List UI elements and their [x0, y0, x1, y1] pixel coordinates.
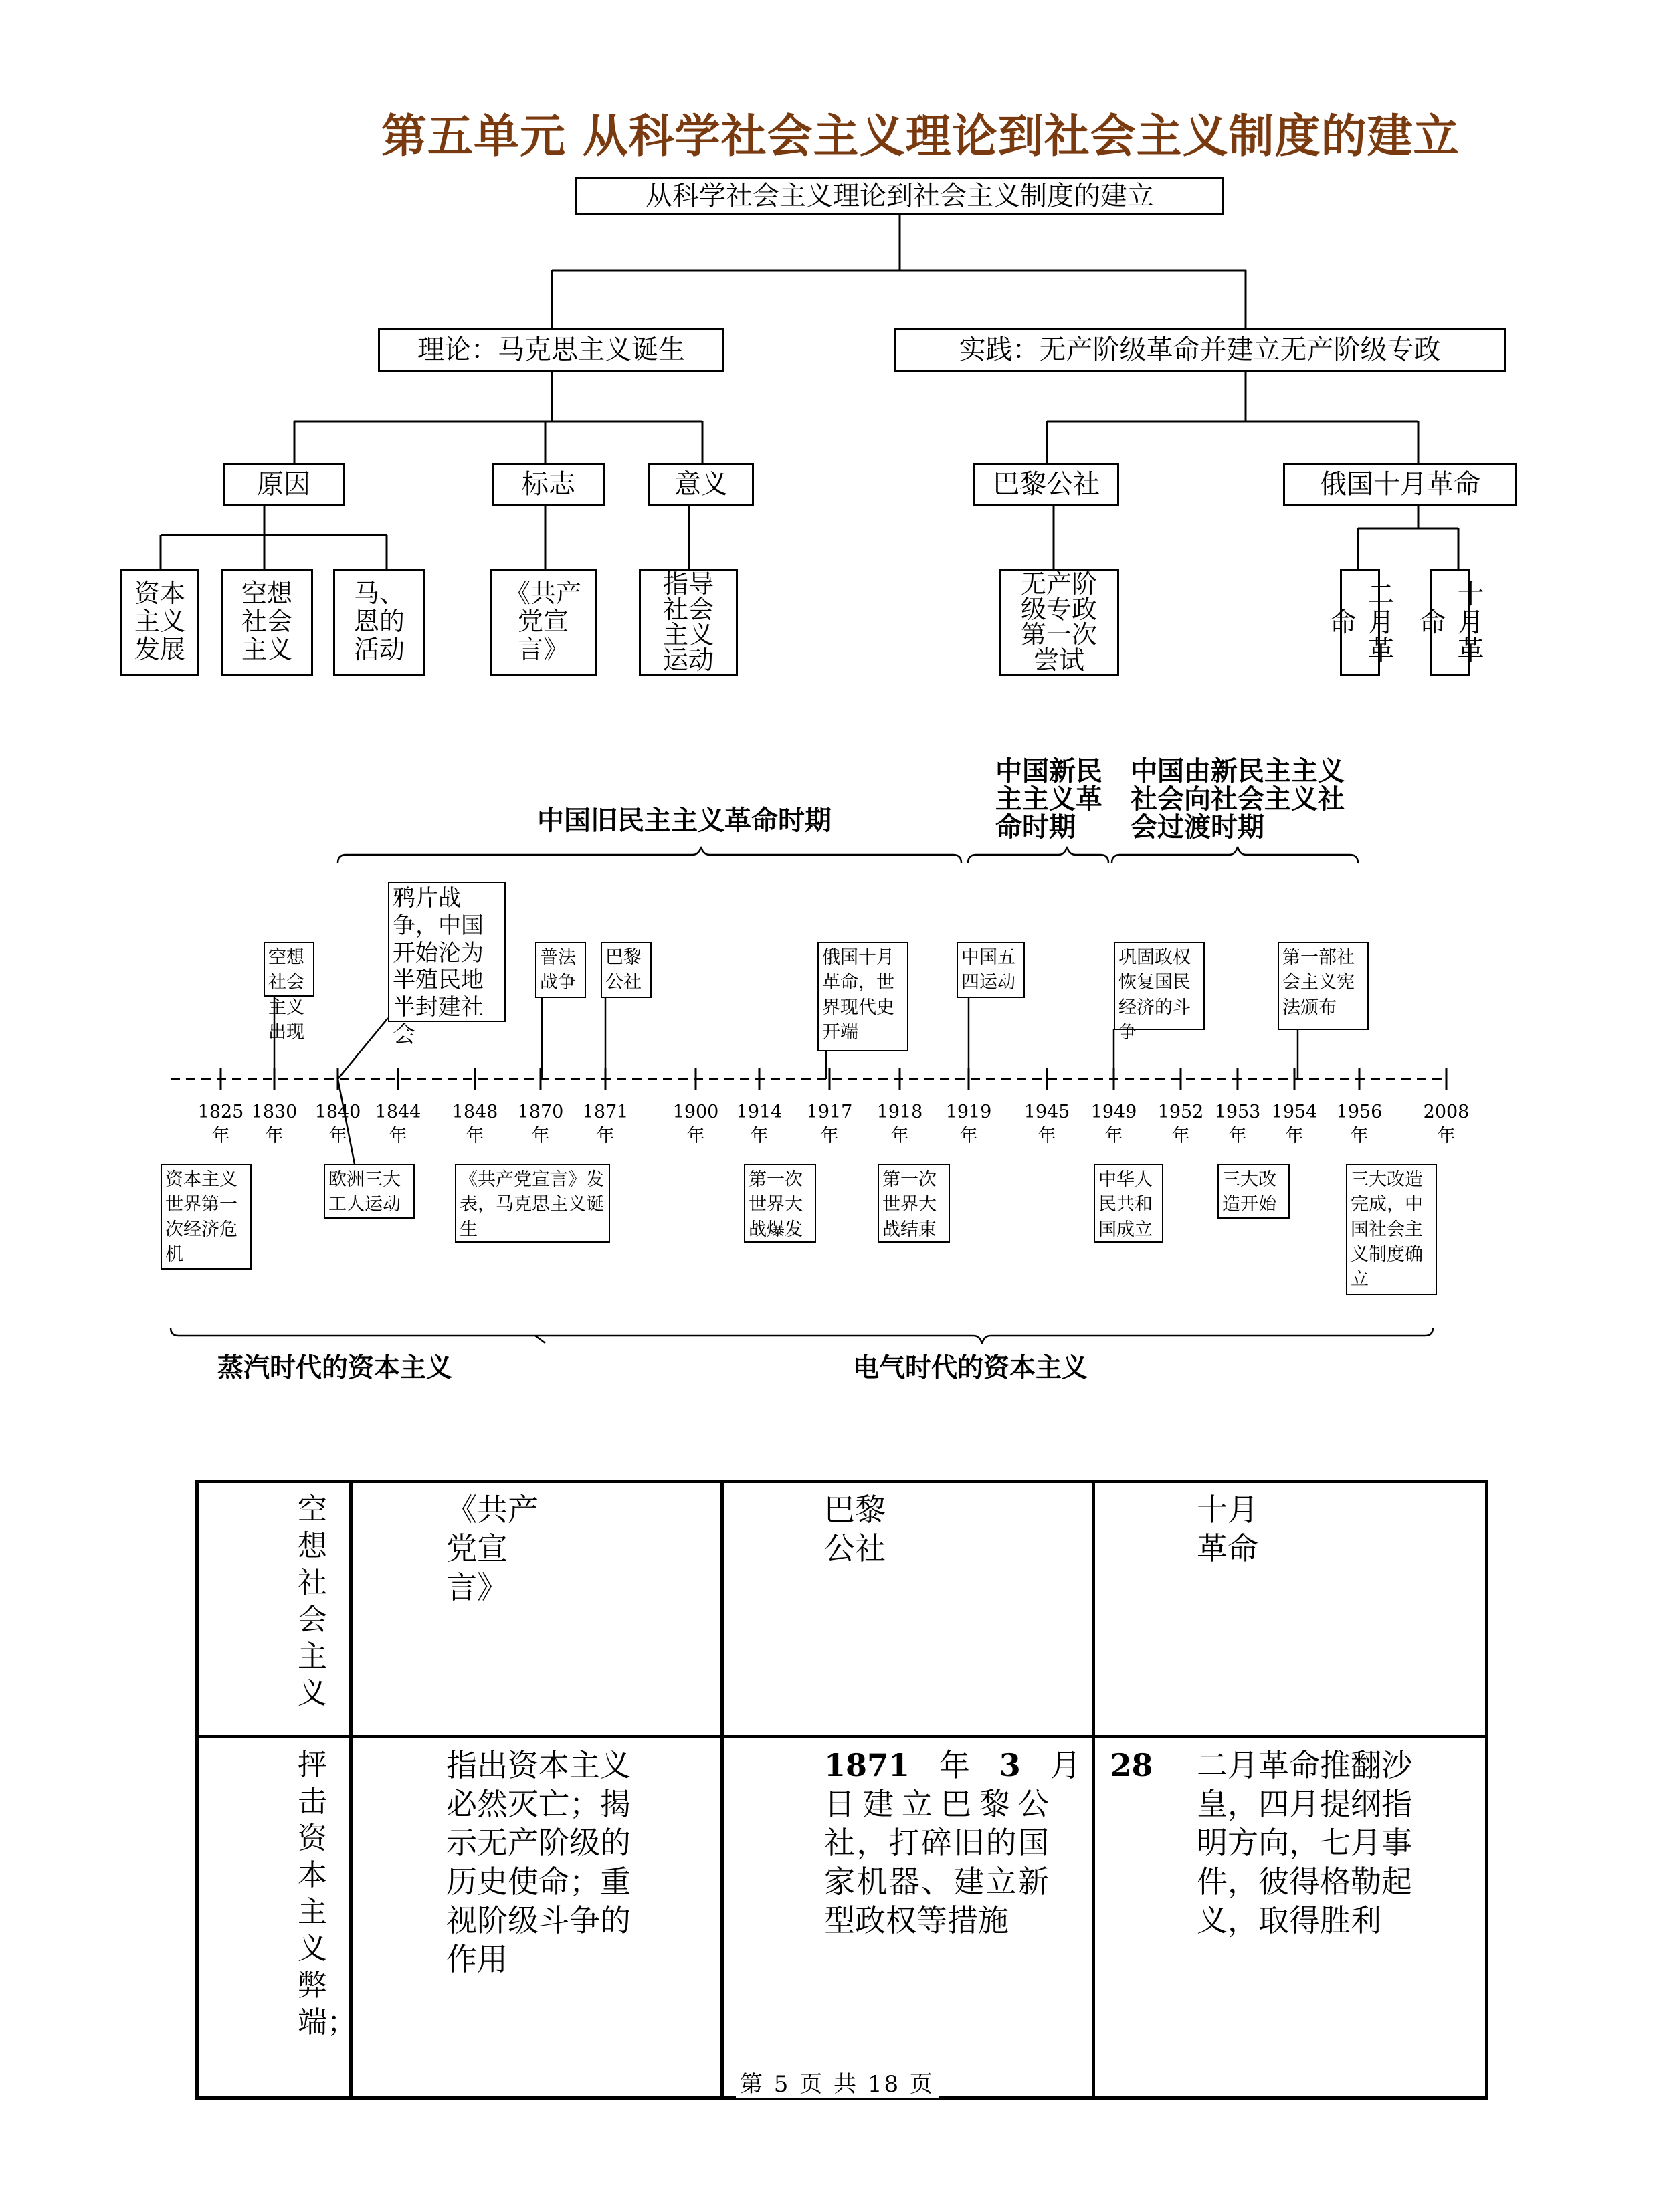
header-paris-commune: 巴黎公社	[824, 1492, 886, 1567]
old-democratic-period-label: 中国旧民主主义革命时期	[537, 805, 832, 836]
timeline-year-label: 1848 年	[452, 1102, 498, 1147]
timeline-year-label: 1956 年	[1336, 1102, 1383, 1147]
timeline-year-label: 1830 年	[251, 1102, 298, 1147]
event-consolidate: 巩固政权恢复国民经济的斗争	[1114, 942, 1205, 1030]
guide-label: 指导社会主义运动	[662, 569, 714, 675]
proletarian-dictatorship-label: 无产阶级专政第一次尝试	[1020, 569, 1097, 675]
event-utopian: 空想社会主义出现	[264, 942, 314, 997]
table-cell	[1094, 1737, 1487, 2098]
utopian-content: 抨击资本主义弊端；	[298, 1748, 357, 2039]
timeline-year-label: 1917 年	[806, 1102, 853, 1147]
event-opium-war: 鸦片战争，中国开始沦为半殖民地半封建社会	[388, 882, 506, 1022]
timeline-year-label: 1945 年	[1023, 1102, 1070, 1147]
february-revolution-label: 二月革命	[1325, 580, 1394, 664]
proletarian-dictatorship-box	[999, 569, 1119, 676]
paris-day: 28	[1110, 1747, 1153, 1783]
paris-year: 1871	[824, 1747, 910, 1783]
theory-branch-label: 理论：马克思主义诞生	[417, 334, 685, 365]
table-cell	[351, 1482, 722, 1737]
cause-capitalism-label: 资本主义发展	[134, 579, 185, 664]
event-october-revolution: 俄国十月革命，世界现代史开端	[817, 942, 908, 1051]
event-workers-movements: 欧洲三大工人运动	[324, 1164, 415, 1219]
february-revolution-box	[1325, 569, 1394, 676]
steam-era-label: 蒸汽时代的资本主义	[217, 1352, 453, 1383]
table-cell	[722, 1482, 1094, 1737]
october-content: 二月革命推翻沙皇，四月提纲指明方向，七月事件，彼得格勒起义，取得胜利	[1197, 1747, 1412, 1938]
page-footer: 第 5 页 共 18 页	[736, 2066, 939, 2098]
timeline-year-label: 1919 年	[945, 1102, 992, 1147]
event-ww1-start: 第一次世界大战爆发	[744, 1164, 816, 1243]
timeline-year-label: 1914 年	[736, 1102, 783, 1147]
guide-box	[639, 569, 738, 676]
paris-year-unit: 年	[939, 1747, 970, 1783]
cause-label: 原因	[257, 469, 310, 500]
sign-label: 标志	[522, 469, 575, 500]
manifesto-box	[490, 569, 597, 676]
table-cell	[722, 1737, 1153, 2098]
cause-utopian-box	[221, 569, 313, 676]
paris-box	[973, 463, 1119, 506]
cause-utopian-label: 空想社会主义	[241, 579, 292, 664]
electric-era-label: 电气时代的资本主义	[853, 1352, 1088, 1383]
practice-branch-label: 实践：无产阶级革命并建立无产阶级专政	[959, 334, 1441, 365]
event-economic-crisis: 资本主义世界第一次经济危机	[161, 1164, 252, 1270]
timeline-year-label: 1954 年	[1271, 1102, 1318, 1147]
event-ww1-end: 第一次世界大战结束	[878, 1164, 950, 1243]
sign-box	[492, 463, 605, 506]
paris-month-unit: 月	[1050, 1747, 1081, 1783]
event-prc-founded: 中华人民共和国成立	[1094, 1164, 1163, 1243]
october-revolution-label: 十月革命	[1415, 580, 1484, 664]
meaning-label: 意义	[674, 469, 728, 500]
timeline-year-label: 1953 年	[1214, 1102, 1261, 1147]
header-october: 十月革命	[1197, 1492, 1258, 1567]
timeline-year-label: 2008 年	[1423, 1102, 1470, 1147]
new-democratic-period-label: 中国新民主主义革命时期	[995, 755, 1102, 843]
cause-capitalism-box	[120, 569, 199, 676]
russia-label: 俄国十月革命	[1320, 469, 1480, 500]
event-constitution: 第一部社会主义宪法颁布	[1278, 942, 1369, 1030]
event-transformation-start: 三大改造开始	[1217, 1164, 1290, 1219]
october-revolution-box	[1415, 569, 1484, 676]
table-cell	[351, 1737, 722, 2098]
timeline-year-label: 1949 年	[1090, 1102, 1137, 1147]
paris-label: 巴黎公社	[993, 469, 1100, 500]
manifesto-content: 指出资本主义必然灭亡；揭示无产阶级的历史使命；重视阶级斗争的作用	[446, 1747, 631, 1977]
event-transformation-done: 三大改造完成，中国社会主义制度确立	[1346, 1164, 1437, 1295]
timeline-year-label: 1952 年	[1157, 1102, 1204, 1147]
paris-rest: 日建立巴黎公社，打碎旧的国家机器、建立新型政权等措施	[824, 1785, 1049, 1938]
manifesto-label: 《共产党宣言》	[504, 579, 581, 664]
timeline-year-label: 1840 年	[314, 1102, 361, 1147]
table-header-row	[197, 1482, 1487, 1737]
page-title: 第五单元 从科学社会主义理论到社会主义制度的建立	[381, 110, 1460, 163]
meaning-box	[648, 463, 754, 506]
timeline-year-label: 1844 年	[375, 1102, 421, 1147]
timeline-year-label: 1900 年	[672, 1102, 719, 1147]
transition-period-label: 中国由新民主主义社会向社会主义社会过渡时期	[1131, 755, 1345, 843]
event-may-fourth: 中国五四运动	[957, 942, 1025, 998]
tree-root-box	[575, 177, 1224, 215]
cause-marx-engels-label: 马、恩的活动	[353, 579, 405, 664]
event-franco-prussian: 普法战争	[535, 942, 586, 998]
comparison-table	[195, 1480, 1488, 2100]
theory-branch-box	[378, 328, 724, 372]
table-cell	[1094, 1482, 1487, 1737]
russia-box	[1283, 463, 1517, 506]
practice-branch-box	[894, 328, 1506, 372]
table-cell	[197, 1737, 357, 2098]
table-cell	[197, 1482, 351, 1737]
event-manifesto-published: 《共产党宣言》发表，马克思主义诞生	[455, 1164, 610, 1243]
table-row	[197, 1737, 1487, 2098]
timeline-year-label: 1870 年	[517, 1102, 564, 1147]
timeline-year-label: 1825 年	[197, 1102, 244, 1147]
cause-marx-engels-box	[333, 569, 425, 676]
paris-commune-content	[724, 1738, 1153, 1940]
tree-root-label: 从科学社会主义理论到社会主义制度的建立	[646, 181, 1154, 211]
header-utopian: 空想社会主义	[298, 1492, 327, 1710]
header-manifesto: 《共产党宣言》	[446, 1492, 539, 1605]
event-paris-commune: 巴黎公社	[601, 942, 652, 998]
paris-month: 3	[999, 1747, 1021, 1783]
timeline-year-label: 1871 年	[582, 1102, 629, 1147]
cause-box	[223, 463, 345, 506]
timeline-year-label: 1918 年	[876, 1102, 923, 1147]
